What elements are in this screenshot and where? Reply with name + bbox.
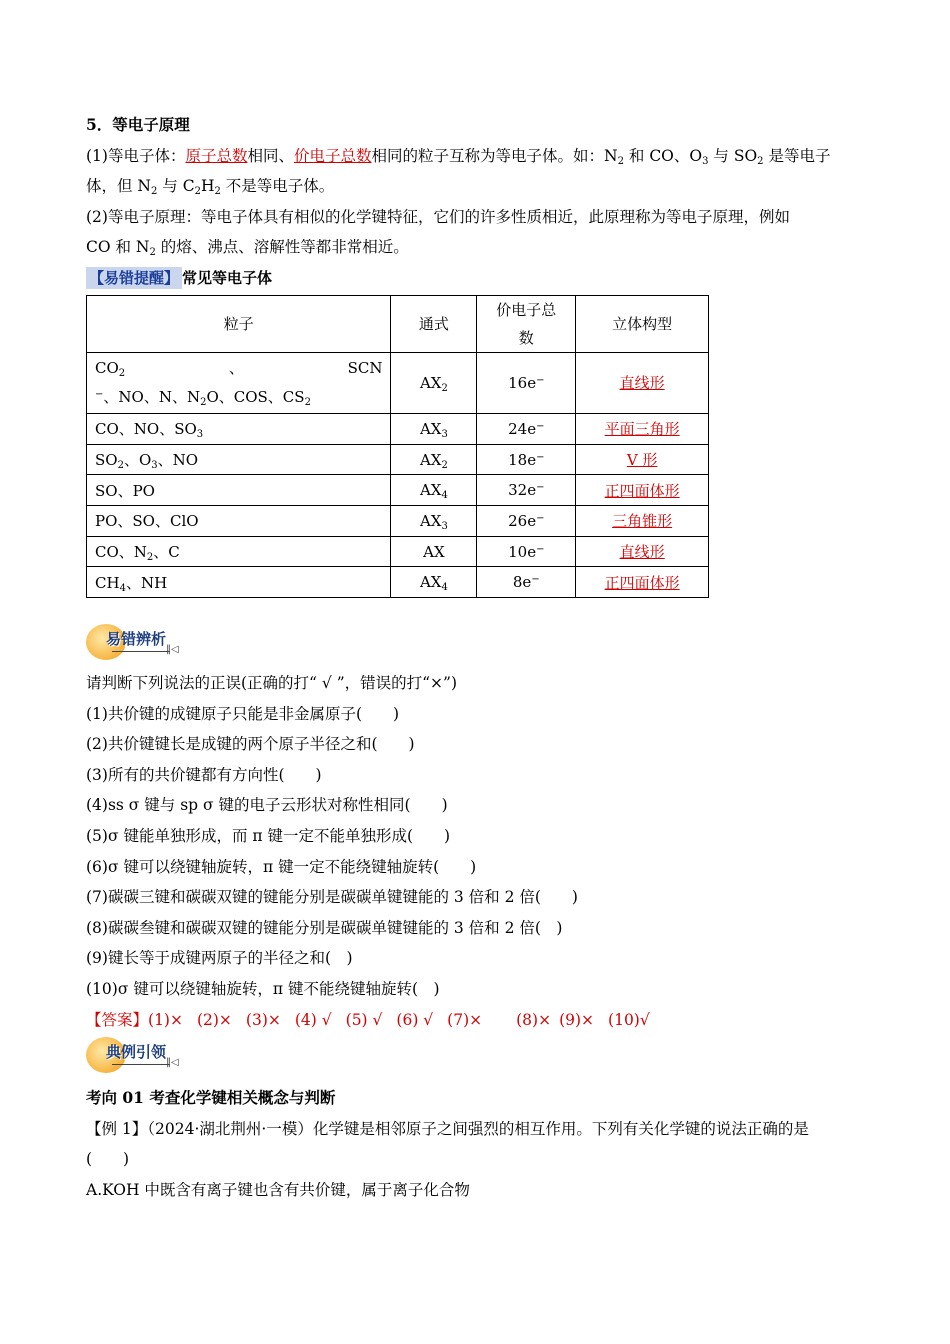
table-row [87,506,709,537]
particle-cell: $CH_4$、NH [87,567,391,598]
tip-row [86,263,866,293]
section-heading: 5．等电子原理 [86,115,190,134]
judge-item: (6)σ 键可以绕键轴旋转，π 键一定不能绕键轴旋转( ) [86,857,477,876]
formula-cell: $AX_4$ [391,475,477,506]
judge-item: (2)共价键键长是成键的两个原子半径之和( ) [86,735,415,754]
judge-block [86,668,866,1035]
electron-cell: 8e− [477,567,576,598]
answer-tag: 【答案】 [86,1010,149,1029]
formula-cell: $AX_4$ [391,567,477,598]
isoelectronic-table [86,295,709,598]
table-header-row [87,295,709,352]
example-tag: 【例 1】 [86,1119,148,1138]
definition-2-line-1: (2)等电子原理：等电子体具有相似的化学键特征，它们的许多性质相近，此原理称为等电子原理，例如 [86,207,790,226]
term-valence-electron-count: 价电子总数 [294,146,372,165]
table-row [87,444,709,475]
judge-item: (9)键长等于成键两原子的半径之和( ) [86,949,353,968]
term-atom-count: 原子总数 [185,146,248,165]
particle-cell: $SO_2$、$O_3$、NO [87,444,391,475]
formula-cell: $AX_2$ [391,352,477,413]
geometry-cell: 正四面体形 [576,475,709,506]
electron-cell: 32e− [477,475,576,506]
header-formula: 通式 [391,295,477,352]
example-blank: ( ) [86,1150,130,1169]
electron-cell: 26e− [477,506,576,537]
definition-1-line-1: (1)等电子体：原子总数相同、价电子总数相同的粒子互称为等电子体。如：$N_2$ 和 CO、$O_3$ 与 $SO_2$ 是等电子 [86,146,831,167]
particle-cell: CO、NO、$SO_3$ [87,413,391,444]
header-particle: 粒子 [87,295,391,352]
judge-item: (5)σ 键能单独形成，而 π 键一定不能单独形成( ) [86,827,451,846]
tip-title: 常见等电子体 [182,269,273,288]
example-option-a: A.KOH 中既含有离子键也含有共价键，属于离子化合物 [86,1181,470,1199]
judge-item: (7)碳碳三键和碳碳双键的键能分别是碳碳单键键能的 3 倍和 2 倍( ) [86,888,578,907]
geometry-cell: 正四面体形 [576,567,709,598]
geometry-cell: 直线形 [576,352,709,413]
table-row [87,536,709,567]
judge-item: (1)共价键的成键原子只能是非金属原子( ) [86,704,400,723]
geometry-cell: V 形 [576,444,709,475]
particle-cell: SO、PO [87,475,391,506]
particle-cell: PO、SO、ClO [87,506,391,537]
table-row [87,352,709,413]
particle-cell: CO、$N_2$、C [87,536,391,567]
banner-error-analysis [86,622,186,662]
definition-1-line-2: 体，但 $N_2$ 与 $C_2H_2$ 不是等电子体。 [86,177,335,198]
table-row [87,567,709,598]
geometry-cell: 直线形 [576,536,709,567]
definition-2-line-2: CO 和 $N_2$ 的熔、沸点、溶解性等都非常相近。 [86,238,409,259]
banner-title: 典例引领 [106,1043,167,1062]
banner-mark-icon: ‖◁ [166,644,179,656]
geometry-cell: 三角锥形 [576,506,709,537]
judge-item: (10)σ 键可以绕键轴旋转，π 键不能绕键轴旋转( ) [86,980,440,999]
particle-cell: $CO_2$ 、 SCN −、NO、N、$N_2O$、COS、$CS_2$ [87,352,391,413]
table-row [87,475,709,506]
banner-mark-icon: ‖◁ [166,1057,179,1069]
geometry-cell: 平面三角形 [576,413,709,444]
document-page [86,110,866,1206]
table-row [87,413,709,444]
header-geometry: 立体构型 [576,295,709,352]
tip-tag: 【易错提醒】 [86,267,182,289]
formula-cell: $AX_3$ [391,506,477,537]
electron-cell: 24e− [477,413,576,444]
judge-intro: 请判断下列说法的正误(正确的打“ √ ”，错误的打“×”) [86,674,458,693]
judge-item: (8)碳碳叁键和碳碳双键的键能分别是碳碳单键键能的 3 倍和 2 倍( ) [86,918,563,937]
answer-line: 【答案】(1)× (2)× (3)× (4) √ (5) √ (6) √ (7)× (8)× (9)× (10)√ [86,1010,650,1029]
example-heading: 考向 01 考查化学键相关概念与判断 [86,1088,336,1108]
example-block [86,1083,866,1205]
electron-cell: 10e− [477,536,576,567]
judge-item: (4)ss σ 键与 sp σ 键的电子云形状对称性相同( ) [86,796,448,815]
formula-cell: AX [391,536,477,567]
banner-title: 易错辨析 [106,630,167,649]
header-valence-electrons: 价电子总 数 [477,295,576,352]
formula-cell: $AX_2$ [391,444,477,475]
formula-cell: $AX_3$ [391,413,477,444]
judge-item: (3)所有的共价键都有方向性( ) [86,765,322,784]
banner-typical-example [86,1035,186,1075]
electron-cell: 16e− [477,352,576,413]
electron-cell: 18e− [477,444,576,475]
example-stem: 【例 1】（2024·湖北荆州·一模）化学键是相邻原子之间强烈的相互作用。下列有关化学键的说法正确的是 [86,1119,809,1138]
